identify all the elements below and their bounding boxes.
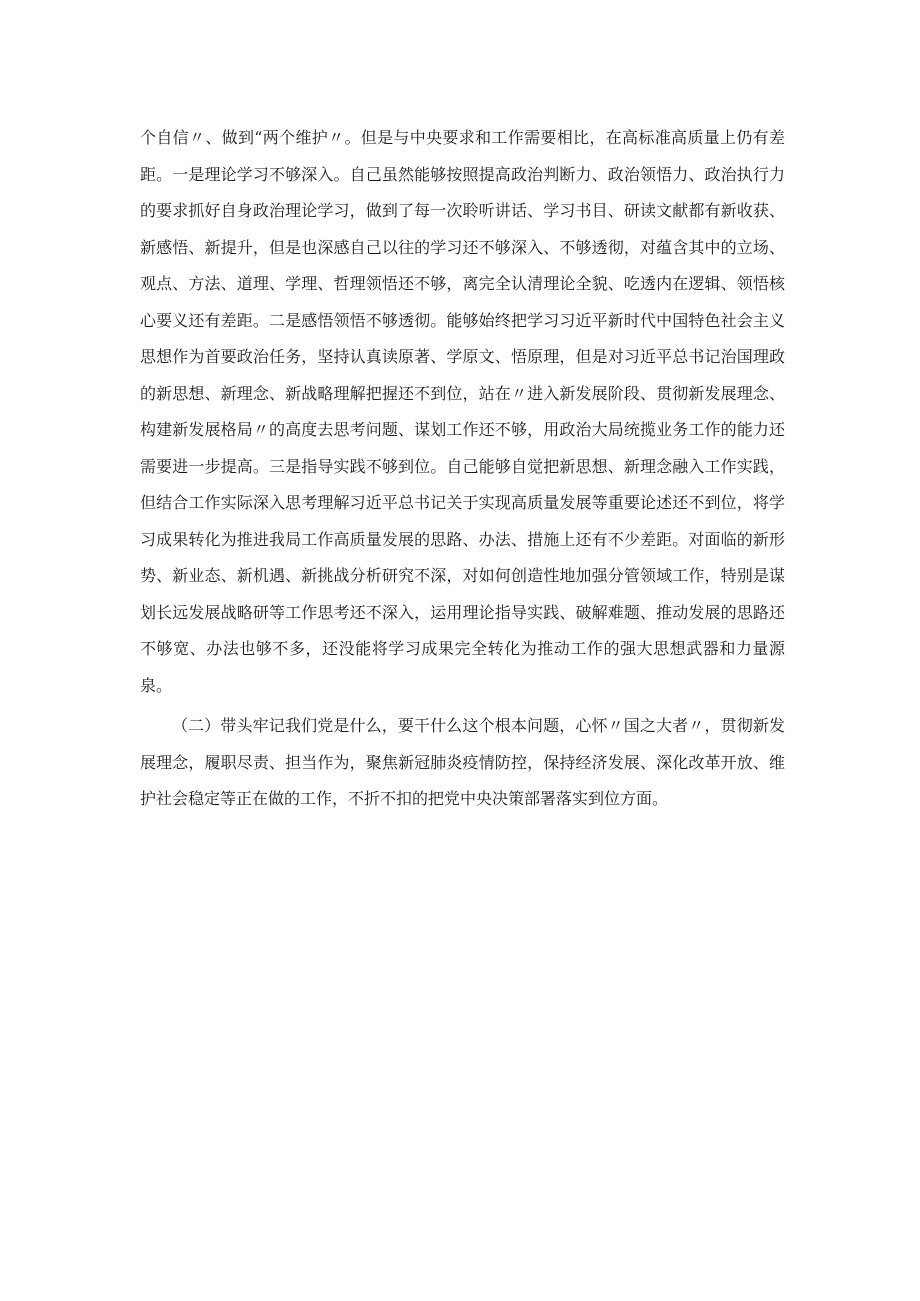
body-paragraph-2: （二）带头牢记我们党是什么，要干什么这个根本问题，心怀〃国之大者〃，贯彻新发展理念，履职尽责、担当作为，聚焦新冠肺炎疫情防控，保持经济发展、深化改革开放、维护社会稳定等正在做的工作，不折不扣的把党中央决策部署落实到位方面。 [140, 716, 785, 808]
document-body [140, 120, 785, 818]
body-paragraph-1: 个自信〃、做到“两个维护〃。但是与中央要求和工作需要相比，在高标准高质量上仍有差距。一是理论学习不够深入。自己虽然能够按照提高政治判断力、政治领悟力、政治执行力的要求抓好自身政治理论学习，做到了每一次聆听讲话、学习书目、研读文献都有新收获、新感悟、新提升，但是也深感自己以往的学习还不够深入、不够透彻，对蕴含其中的立场、观点、方法、道理、学理、哲理领悟还不够，离完全认清理论全貌、吃透内在逻辑、领悟核心要义还有差距。二是感悟领悟不够透彻。能够始终把学习习近平新时代中国特色社会主义思想作为首要政治任务，坚持认真读原著、学原文、悟原理，但是对习近平总书记治国理政的新思想、新理念、新战略理解把握还不到位，站在〃进入新发展阶段、贯彻新发展理念、构建新发展格局〃的高度去思考问题、谋划工作还不够，用政治大局统揽业务工作的能力还需要进一步提高。三是指导实践不够到位。自己能够自觉把新思想、新理念融入工作实践，但结合工作实际深入思考理解习近平总书记关于实现高质量发展等重要论述还不到位，将学习成果转化为推进我局工作高质量发展的思路、办法、措施上还有不少差距。对面临的新形势、新业态、新机遇、新挑战分析研究不深，对如何创造性地加强分管领域工作，特别是谋划长远发展战略研等工作思考还不深入，运用理论指导实践、破解难题、推动发展的思路还不够宽、办法也够不多，还没能将学习成果完全转化为推动工作的强大思想武器和力量源泉。 [140, 128, 785, 695]
